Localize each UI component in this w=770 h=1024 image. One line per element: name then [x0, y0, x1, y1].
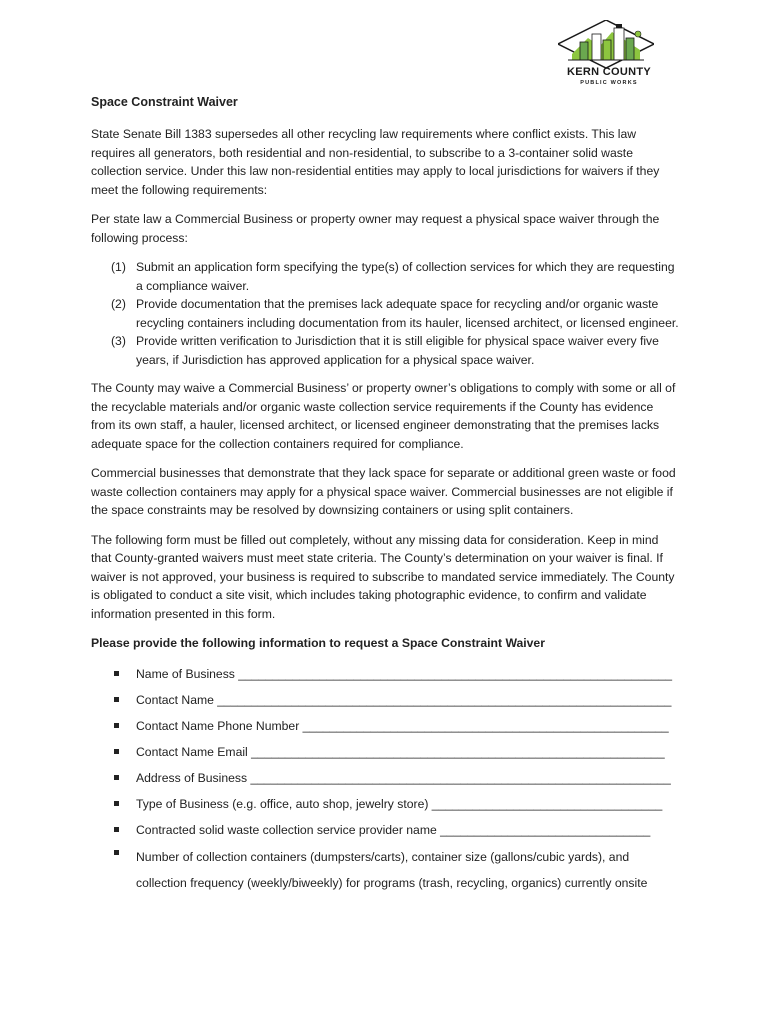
field-label: Address of Business ______________________________________________________________ [136, 770, 671, 785]
field-label: Contact Name ___________________________________________________________________ [136, 692, 672, 707]
bullet-icon [114, 697, 119, 702]
bullet-icon [114, 850, 119, 855]
form-field-container-details[interactable] [91, 844, 679, 896]
form-field-contact-phone[interactable] [91, 717, 679, 736]
form-field-contact-email[interactable] [91, 743, 679, 762]
bullet-icon [114, 723, 119, 728]
form-field-business-address[interactable] [91, 769, 679, 788]
request-heading: Please provide the following information to request a Space Constraint Waiver [91, 636, 545, 650]
step-number: (2) [111, 297, 126, 311]
bullet-icon [114, 749, 119, 754]
step-number: (3) [111, 334, 126, 348]
bullet-icon [114, 775, 119, 780]
form-field-business-name[interactable] [91, 665, 679, 684]
field-label: Contact Name Email _____________________________________________________________ [136, 744, 665, 759]
process-step [91, 258, 679, 295]
field-label: Contracted solid waste collection service provider name _______________________________ [136, 822, 651, 837]
document-title: Space Constraint Waiver [91, 95, 238, 109]
field-label: Number of collection containers (dumpsters/carts), container size (gallons/cubic yards), and collection frequency (weekly/biweekly) for programs (trash, recycling, organics) currently onsite [136, 849, 648, 890]
bullet-icon [114, 827, 119, 832]
process-steps-list [91, 258, 679, 369]
process-paragraph: Per state law a Commercial Business or property owner may request a physical space waiver through the following process: [91, 212, 660, 245]
document-body [91, 93, 679, 903]
commercial-eligibility-paragraph: Commercial businesses that demonstrate that they lack space for separate or additional green waste or food waste collection containers may apply for a physical space waiver. Commercial businesses are not eligible if the space constraints may be resolved by downsizing containers or using split containers. [91, 466, 676, 517]
process-step [91, 295, 679, 332]
intro-paragraph: State Senate Bill 1383 supersedes all other recycling law requirements where conflict exists. This law requires all generators, both residential and non-residential, to subscribe to a 3-container solid waste collection service. Under this law non-residential entities may apply to local jurisdictions for waivers if they meet the following requirements: [91, 127, 660, 197]
form-instructions-paragraph: The following form must be filled out completely, without any missing data for consideration. Keep in mind that County-granted waivers must meet state criteria. The County’s determination on your waiver is final. If waiver is not approved, your business is required to subscribe to mandated service immediately. The County is obligated to conduct a site visit, which includes taking photographic evidence, to confirm and validate information presented in this form. [91, 532, 675, 621]
form-field-service-provider[interactable] [91, 821, 679, 840]
process-step [91, 332, 679, 369]
county-waiver-paragraph: The County may waive a Commercial Business’ or property owner’s obligations to comply with some or all of the recyclable materials and/or organic waste collection service requirements if the County has evidence from its own staff, a hauler, licensed architect, or licensed engineer demonstrating that the premises lacks adequate space for the collection containers required for compliance. [91, 381, 676, 451]
logo-county-name: KERN COUNTY [567, 66, 651, 78]
step-text: Submit an application form specifying the type(s) of collection services for which they are requesting a compliance waiver. [136, 260, 675, 293]
step-number: (1) [111, 260, 126, 274]
step-text: Provide documentation that the premises lack adequate space for recycling and/or organic waste recycling containers including documentation from its hauler, licensed architect, or licensed engineer. [136, 297, 679, 330]
step-text: Provide written verification to Jurisdiction that it is still eligible for physical space waiver every five years, if Jurisdiction has approved application for a physical space waiver. [136, 334, 659, 367]
bullet-icon [114, 671, 119, 676]
field-label: Name of Business ________________________________________________________________ [136, 666, 673, 681]
field-label: Type of Business (e.g. office, auto shop, jewelry store) __________________________________ [136, 796, 663, 811]
bullet-icon [114, 801, 119, 806]
field-label: Contact Name Phone Number ______________________________________________________ [136, 718, 669, 733]
logo-department-name: PUBLIC WORKS [580, 80, 638, 86]
form-field-contact-name[interactable] [91, 691, 679, 710]
form-field-business-type[interactable] [91, 795, 679, 814]
city-skyline-icon [558, 20, 654, 70]
form-fields-list [91, 665, 679, 896]
